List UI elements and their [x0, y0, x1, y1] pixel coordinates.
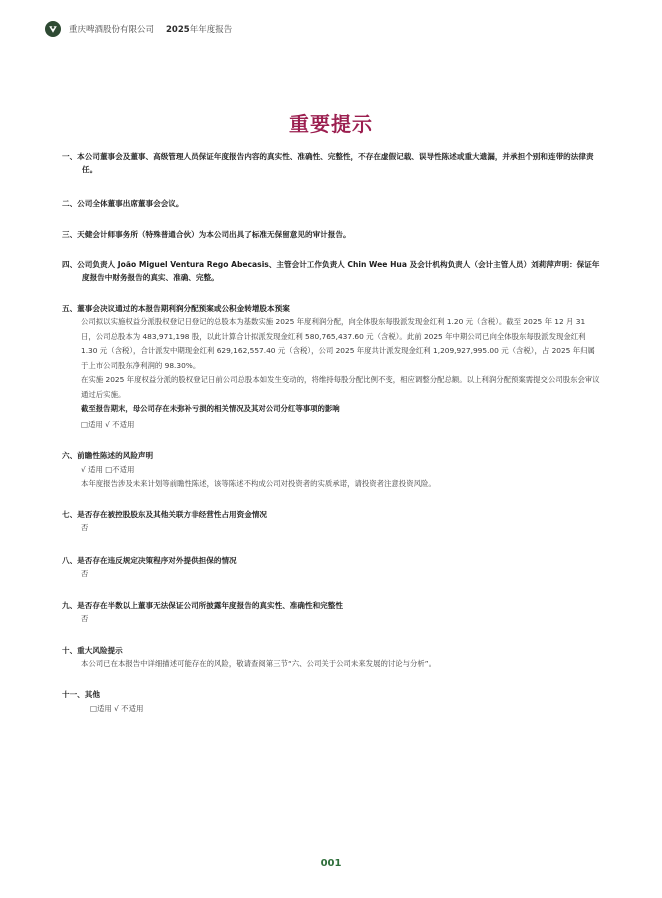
section-7 — [62, 508, 602, 536]
section-heading: 一、本公司董事会及董事、高级管理人员保证年度报告内容的真实性、准确性、完整性，不存在虚假记载、误导性陈述或重大遗漏，并承担个别和连带的法律责任。 — [62, 152, 594, 174]
section-10 — [62, 644, 602, 672]
section-9 — [62, 599, 602, 627]
section-answer: 否 — [81, 568, 89, 578]
section-8 — [62, 554, 602, 582]
page-title: 重要提示 — [289, 112, 373, 136]
report-header — [45, 18, 232, 40]
section-heading: 八、是否存在违反规定决策程序对外提供担保的情况 — [62, 555, 237, 565]
section-6 — [62, 449, 602, 492]
notice-content — [62, 150, 602, 716]
section-heading: 三、天健会计师事务所（特殊普通合伙）为本公司出具了标准无保留意见的审计报告。 — [62, 230, 351, 239]
page-number: 001 — [320, 858, 342, 869]
section-heading: 四、公司负责人 João Miguel Ventura Rego Abecasis、主管会计工作负责人 Chin Wee Hua 及会计机构负责人（会计主管人员）刘莉萍声明：保证年度报告中财务报告的真实、准确、完整。 — [62, 260, 600, 282]
section-4 — [62, 258, 602, 284]
section-11 — [62, 688, 602, 716]
report-name — [166, 23, 232, 35]
section-heading: 六、前瞻性陈述的风险声明 — [62, 450, 154, 460]
dividend-plan-paragraph: 公司拟以实施权益分派股权登记日登记的总股本为基数实施 2025 年度利润分配，向全体股东每股派发现金红利 1.20 元（含税）。截至 2025 年 12 月 31 日，公司总股本为 483,971,198 股，以此计算合计拟派发现金红利 580,765,437.60 元（含税）。此前 2025 年中期公司已向全体股东每股派发现金红利 1.30 元（含税），合计派发中期现金红利 629,162,557.40 元（含税），公司 2025 年度共计派发现金红利 1,209,927,995.00 元（含税），占 2025 年归属于上市公司股东净利润的 98.30%。 — [81, 317, 595, 370]
section-heading: 七、是否存在被控股股东及其他关联方非经营性占用资金情况 — [62, 510, 268, 519]
section-2 — [62, 197, 602, 210]
section-answer: 否 — [81, 614, 89, 623]
section-heading: 十一、其他 — [62, 690, 100, 699]
risk-statement-paragraph: 本年度报告涉及未来计划等前瞻性陈述，该等陈述不构成公司对投资者的实质承诺，请投资者注意投资风险。 — [81, 478, 436, 488]
section-heading: 二、公司全体董事出席董事会会议。 — [62, 199, 184, 208]
section-heading: 十、重大风险提示 — [62, 645, 123, 655]
section-3 — [62, 228, 602, 241]
company-logo-icon — [45, 21, 61, 37]
report-suffix: 年年度报告 — [189, 25, 233, 35]
section-heading: 五、董事会决议通过的本报告期利润分配预案或公积金转增股本预案 — [62, 304, 290, 313]
major-risk-paragraph: 本公司已在本报告中详细描述可能存在的风险，敬请查阅第三节“六、公司关于公司未来发展的讨论与分析”。 — [81, 658, 437, 668]
section-1 — [62, 150, 602, 176]
report-year: 2025 — [166, 25, 190, 35]
applicability-checkbox: □适用 √ 不适用 — [81, 419, 135, 429]
section-5 — [62, 302, 602, 432]
uncovered-loss-heading: 截至报告期末，母公司存在未弥补亏损的相关情况及其对公司分红等事项的影响 — [81, 404, 340, 413]
applicability-checkbox: √ 适用 □不适用 — [81, 464, 135, 474]
section-heading: 九、是否存在半数以上董事无法保证公司所披露年度报告的真实性、准确性和完整性 — [62, 601, 343, 610]
applicability-checkbox: □适用 √ 不适用 — [90, 704, 144, 713]
company-name: 重庆啤酒股份有限公司 — [69, 25, 155, 35]
section-answer: 否 — [81, 523, 89, 532]
dividend-adjustment-paragraph: 在实施 2025 年度权益分派的股权登记日前公司总股本如发生变动的，将维持每股分配比例不变，相应调整分配总额。以上利润分配预案需提交公司股东会审议通过后实施。 — [81, 375, 600, 399]
